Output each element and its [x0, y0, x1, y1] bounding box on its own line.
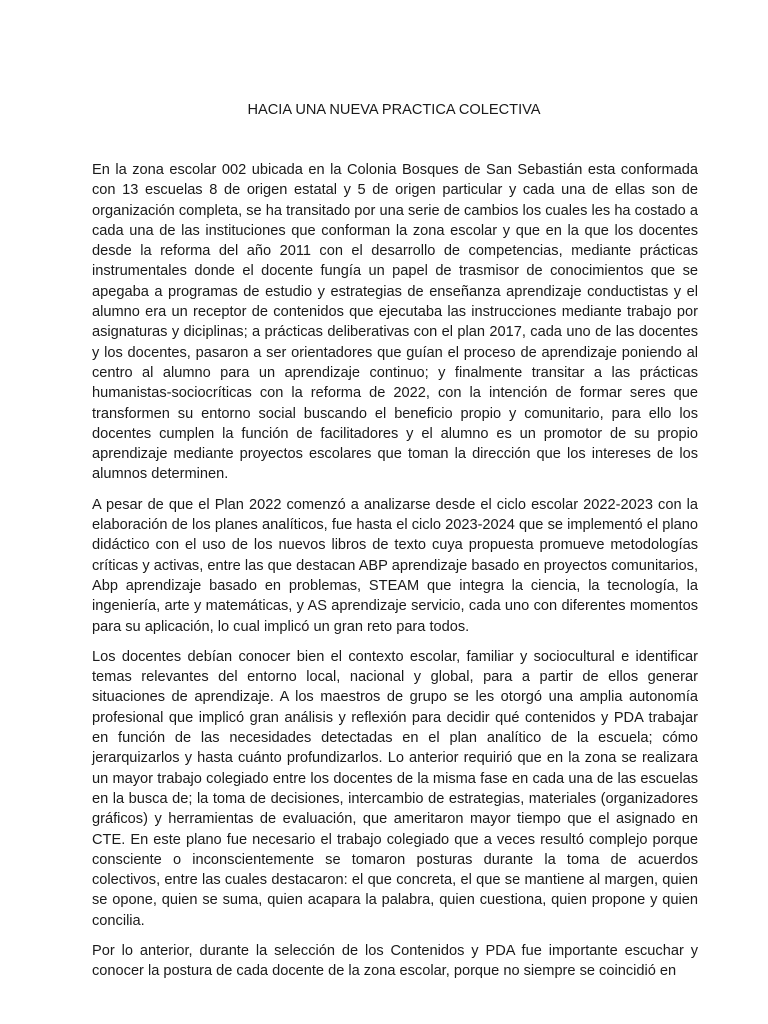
paragraph: Los docentes debían conocer bien el contexto escolar, familiar y sociocultural e identificar temas relevantes del entorno local, nacional y global, para a partir de ellos generar situaciones de aprendizaje. A los maestros de grupo se les otorgó una amplia autonomía profesional que implicó gran análisis y reflexión para decidir qué contenidos y PDA trabajar en función de las necesidades detectadas en el plan analítico de la escuela; cómo jerarquizarlos y hasta cuánto profundizarlos. Lo anterior requirió que en la zona se realizara un mayor trabajo colegiado entre los docentes de la misma fase en cada una de las escuelas en la busca de; la toma de decisiones, intercambio de estrategias, materiales (organizadores gráficos) y herramientas de evaluación, que ameritaron mayor tiempo que el asignado en CTE. En este plano fue necesario el trabajo colegiado que a veces resultó complejo porque consciente o inconscientemente se tomaron posturas durante la toma de acuerdos colectivos, entre las cuales destacaron: el que concreta, el que se mantiene al margen, quien se opone, quien se suma, quien acapara la palabra, quien cuestiona, quien propone y quien concilia. — [92, 648, 698, 929]
paragraph: Por lo anterior, durante la selección de los Contenidos y PDA fue importante escuchar y conocer la postura de cada docente de la zona escolar, porque no siempre se coincidió en — [92, 942, 698, 980]
paragraph: A pesar de que el Plan 2022 comenzó a analizarse desde el ciclo escolar 2022-2023 con la elaboración de los planes analíticos, fue hasta el ciclo 2023-2024 que se implementó el plano didáctico con el uso de los nuevos libros de texto cuya propuesta promueve metodologías críticas y activas, entre las que destacan ABP aprendizaje basado en proyectos comunitarios, Abp aprendizaje basado en problemas, STEAM que integra la ciencia, la tecnología, la ingeniería, arte y matemáticas, y AS aprendizaje servicio, cada uno con diferentes momentos para su aplicación, lo cual implicó un gran reto para todos. — [92, 496, 698, 635]
document-title: HACIA UNA NUEVA PRACTICA COLECTIVA — [247, 102, 541, 118]
paragraph: En la zona escolar 002 ubicada en la Colonia Bosques de San Sebastián esta conformada con 13 escuelas 8 de origen estatal y 5 de origen particular y cada una de ellas son de organización completa, se ha transitado por una serie de cambios los cuales les ha costado a cada una de las instituciones que conforman la zona escolar y que en la que los docentes desde la reforma del año 2011 con el desarrollo de competencias, mediante prácticas instrumentales donde el docente fungía un papel de trasmisor de conocimientos que se apegaba a programas de estudio y estrategias de enseñanza aprendizaje conductistas y el alumno era un receptor de contenidos que ejecutaba las instrucciones mediante trabajo por asignaturas y diciplinas; a prácticas deliberativas con el plan 2017, cada uno de las docentes y los docentes, pasaron a ser orientadores que guían el proceso de aprendizaje poniendo al centro al alumno para un aprendizaje continuo; y finalmente transitar a las prácticas humanistas-sociocríticas con la reforma de 2022, con la intención de formar seres que transformen su entorno social buscando el beneficio propio y comunitario, para ello los docentes cumplen la función de facilitadores y el alumno es un promotor de su propio aprendizaje mediante proyectos escolares que toman la dirección que los intereses de los alumnos determinen. — [92, 162, 698, 483]
document-body — [92, 160, 698, 992]
